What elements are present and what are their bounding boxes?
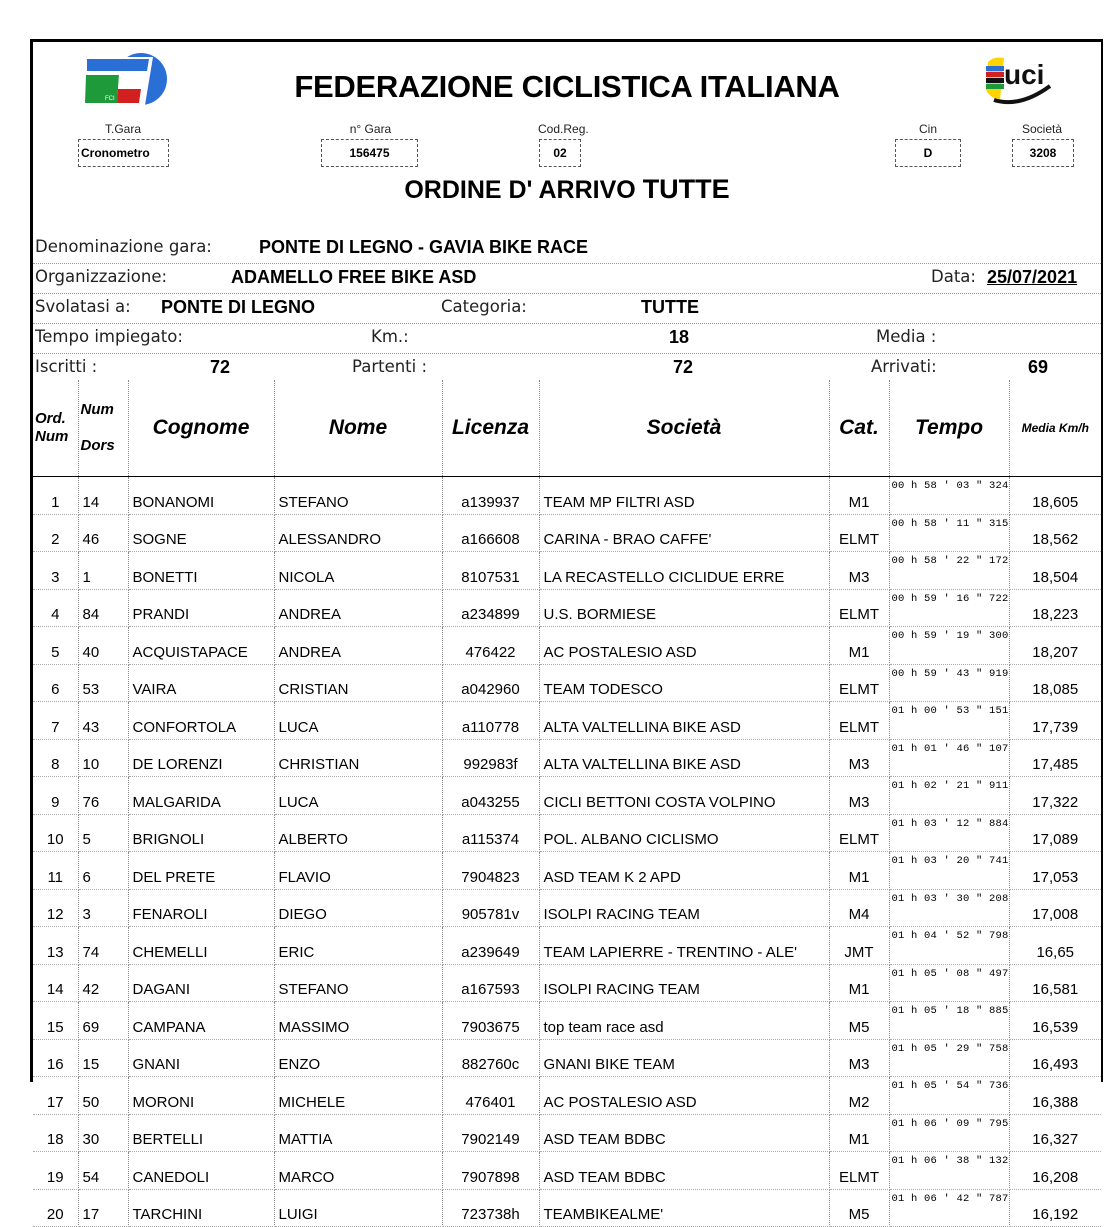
table-row	[33, 777, 1101, 815]
cell-nome: MICHELE	[274, 1077, 442, 1115]
svolatasi-value: PONTE DI LEGNO	[161, 297, 316, 317]
cell-cat: M1	[829, 964, 889, 1002]
cell-num: 74	[78, 927, 128, 965]
cell-tempo: 01 h 00 ' 53 " 151	[889, 702, 1009, 740]
cell-tempo: 01 h 05 ' 18 " 885	[889, 1002, 1009, 1040]
cell-nome: LUCA	[274, 777, 442, 815]
cell-nome: ALBERTO	[274, 814, 442, 852]
cell-num: 84	[78, 589, 128, 627]
cell-num: 3	[78, 889, 128, 927]
cell-tempo: 00 h 58 ' 22 " 172	[889, 552, 1009, 590]
cell-ord: 10	[33, 814, 78, 852]
cell-licenza: 723738h	[442, 1189, 539, 1227]
table-row	[33, 514, 1101, 552]
cell-societa: ISOLPI RACING TEAM	[539, 964, 829, 1002]
cell-licenza: 992983f	[442, 739, 539, 777]
cell-num: 76	[78, 777, 128, 815]
table-row	[33, 589, 1101, 627]
table-row	[33, 627, 1101, 665]
cell-licenza: a167593	[442, 964, 539, 1002]
cell-ord: 6	[33, 664, 78, 702]
cell-cat: M5	[829, 1002, 889, 1040]
organizzazione-label: Organizzazione:	[35, 267, 168, 286]
cell-media: 16,327	[1009, 1114, 1101, 1152]
cell-media: 18,605	[1009, 477, 1101, 515]
cell-licenza: 7904823	[442, 852, 539, 890]
cell-cat: M1	[829, 477, 889, 515]
cell-tempo: 01 h 05 ' 29 " 758	[889, 1039, 1009, 1077]
cell-ord: 5	[33, 627, 78, 665]
cell-ord: 15	[33, 1002, 78, 1040]
cell-tempo: 01 h 05 ' 54 " 736	[889, 1077, 1009, 1115]
cell-cognome: TARCHINI	[128, 1189, 274, 1227]
table-row	[33, 1039, 1101, 1077]
categoria-label: Categoria:	[441, 297, 527, 316]
cell-num: 17	[78, 1189, 128, 1227]
cell-cognome: VAIRA	[128, 664, 274, 702]
cell-media: 17,739	[1009, 702, 1101, 740]
cell-num: 42	[78, 964, 128, 1002]
cell-media: 18,223	[1009, 589, 1101, 627]
cell-media: 16,539	[1009, 1002, 1101, 1040]
cell-cognome: BONANOMI	[128, 477, 274, 515]
cin-value: D	[895, 139, 961, 167]
cin-label: Cin	[918, 122, 937, 136]
cell-ord: 4	[33, 589, 78, 627]
cell-tempo: 01 h 04 ' 52 " 798	[889, 927, 1009, 965]
cell-ord: 12	[33, 889, 78, 927]
ngara-value: 156475	[321, 139, 418, 167]
cell-num: 40	[78, 627, 128, 665]
cell-ord: 11	[33, 852, 78, 890]
table-row	[33, 1077, 1101, 1115]
cell-ord: 16	[33, 1039, 78, 1077]
cell-media: 17,053	[1009, 852, 1101, 890]
cell-nome: ANDREA	[274, 627, 442, 665]
table-row	[33, 927, 1101, 965]
cell-num: 50	[78, 1077, 128, 1115]
cell-cat: ELMT	[829, 1152, 889, 1190]
cell-societa: AC POSTALESIO ASD	[539, 627, 829, 665]
cell-cognome: DAGANI	[128, 964, 274, 1002]
cell-cat: ELMT	[829, 514, 889, 552]
cell-cognome: ACQUISTAPACE	[128, 627, 274, 665]
cell-cognome: CAMPANA	[128, 1002, 274, 1040]
table-row	[33, 852, 1101, 890]
cell-licenza: a234899	[442, 589, 539, 627]
cell-licenza: 905781v	[442, 889, 539, 927]
cell-licenza: a043255	[442, 777, 539, 815]
cell-cat: ELMT	[829, 589, 889, 627]
cell-cognome: CONFORTOLA	[128, 702, 274, 740]
tgara-value: Cronometro	[78, 139, 169, 167]
cell-societa: top team race asd	[539, 1002, 829, 1040]
partenti-value: 72	[673, 357, 694, 377]
cell-cognome: MORONI	[128, 1077, 274, 1115]
cell-nome: ALESSANDRO	[274, 514, 442, 552]
arrivati-value: 69	[1028, 357, 1049, 377]
data-value: 25/07/2021	[987, 267, 1078, 287]
info-row-organizzazione	[33, 263, 1101, 294]
arrivati-label: Arrivati:	[871, 357, 937, 376]
cell-cognome: DEL PRETE	[128, 852, 274, 890]
cell-nome: DIEGO	[274, 889, 442, 927]
cell-cat: JMT	[829, 927, 889, 965]
cell-societa: TEAM LAPIERRE - TRENTINO - ALE'	[539, 927, 829, 965]
iscritti-label: Iscritti :	[35, 357, 98, 376]
col-header-num	[78, 380, 128, 477]
cell-societa: AC POSTALESIO ASD	[539, 1077, 829, 1115]
cell-num: 30	[78, 1114, 128, 1152]
cell-media: 17,008	[1009, 889, 1101, 927]
km-label: Km.:	[371, 327, 409, 346]
cell-tempo: 00 h 58 ' 03 " 324	[889, 477, 1009, 515]
cell-media: 18,207	[1009, 627, 1101, 665]
cell-num: 15	[78, 1039, 128, 1077]
table-row	[33, 1002, 1101, 1040]
cell-num: 1	[78, 552, 128, 590]
cell-nome: LUCA	[274, 702, 442, 740]
cell-licenza: 8107531	[442, 552, 539, 590]
cell-nome: MATTIA	[274, 1114, 442, 1152]
partenti-label: Partenti :	[352, 357, 428, 376]
uci-logo	[980, 52, 1060, 108]
table-row	[33, 664, 1101, 702]
cell-tempo: 01 h 06 ' 42 " 787	[889, 1189, 1009, 1227]
cell-cognome: GNANI	[128, 1039, 274, 1077]
cell-licenza: a110778	[442, 702, 539, 740]
cell-licenza: a166608	[442, 514, 539, 552]
cell-cognome: SOGNE	[128, 514, 274, 552]
cell-cognome: CANEDOLI	[128, 1152, 274, 1190]
cell-ord: 8	[33, 739, 78, 777]
info-row-denominazione	[33, 233, 1101, 264]
cell-cat: ELMT	[829, 814, 889, 852]
cell-cognome: MALGARIDA	[128, 777, 274, 815]
cell-societa: TEAM MP FILTRI ASD	[539, 477, 829, 515]
cell-cat: M3	[829, 552, 889, 590]
cell-cognome: BERTELLI	[128, 1114, 274, 1152]
cell-societa: LA RECASTELLO CICLIDUE ERRE	[539, 552, 829, 590]
cell-ord: 13	[33, 927, 78, 965]
cell-cognome: BONETTI	[128, 552, 274, 590]
cell-nome: LUIGI	[274, 1189, 442, 1227]
cell-licenza: 7907898	[442, 1152, 539, 1190]
cell-media: 16,581	[1009, 964, 1101, 1002]
page-title: FEDERAZIONE CICLISTICA ITALIANA	[294, 69, 840, 104]
categoria-value: TUTTE	[641, 297, 699, 317]
cell-ord: 19	[33, 1152, 78, 1190]
cell-media: 18,562	[1009, 514, 1101, 552]
info-row-svolatasi	[33, 293, 1101, 324]
cell-cat: M3	[829, 1039, 889, 1077]
denominazione-label: Denominazione gara:	[35, 237, 212, 256]
cell-num: 43	[78, 702, 128, 740]
col-header-licenza: Licenza	[442, 380, 539, 477]
cell-cat: M1	[829, 627, 889, 665]
cell-tempo: 01 h 01 ' 46 " 107	[889, 739, 1009, 777]
tempo-label: Tempo impiegato:	[35, 327, 183, 346]
cell-media: 17,485	[1009, 739, 1101, 777]
cell-societa: ALTA VALTELLINA BIKE ASD	[539, 702, 829, 740]
cell-nome: CRISTIAN	[274, 664, 442, 702]
media-label: Media :	[876, 327, 937, 346]
cell-media: 17,089	[1009, 814, 1101, 852]
cell-cognome: DE LORENZI	[128, 739, 274, 777]
col-header-ord	[33, 380, 78, 477]
cell-nome: CHRISTIAN	[274, 739, 442, 777]
codreg-value: 02	[539, 139, 581, 167]
iscritti-value: 72	[210, 357, 231, 377]
cell-ord: 17	[33, 1077, 78, 1115]
cell-societa: ISOLPI RACING TEAM	[539, 889, 829, 927]
cell-num: 5	[78, 814, 128, 852]
cell-nome: STEFANO	[274, 964, 442, 1002]
cell-licenza: 476422	[442, 627, 539, 665]
cell-nome: NICOLA	[274, 552, 442, 590]
col-header-ord-line2: Num	[35, 428, 69, 445]
societa-label: Società	[1021, 122, 1063, 136]
table-row	[33, 552, 1101, 590]
cell-cat: M5	[829, 1189, 889, 1227]
cell-societa: TEAMBIKEALME'	[539, 1189, 829, 1227]
cell-licenza: 476401	[442, 1077, 539, 1115]
svg-text:FCI: FCI	[105, 96, 115, 102]
cell-nome: MASSIMO	[274, 1002, 442, 1040]
cell-media: 16,192	[1009, 1189, 1101, 1227]
col-header-num-line2: Dors	[80, 437, 115, 454]
cell-nome: STEFANO	[274, 477, 442, 515]
cell-cognome: PRANDI	[128, 589, 274, 627]
cell-media: 16,208	[1009, 1152, 1101, 1190]
svg-text:uci: uci	[1004, 59, 1045, 90]
cell-tempo: 00 h 58 ' 11 " 315	[889, 514, 1009, 552]
societa-value: 3208	[1012, 139, 1074, 167]
cell-media: 17,322	[1009, 777, 1101, 815]
cell-num: 10	[78, 739, 128, 777]
data-label: Data:	[931, 267, 976, 286]
cell-nome: ANDREA	[274, 589, 442, 627]
cell-societa: GNANI BIKE TEAM	[539, 1039, 829, 1077]
table-row	[33, 964, 1101, 1002]
ngara-label: n° Gara	[349, 122, 392, 136]
col-header-cognome: Cognome	[128, 380, 274, 477]
cell-ord: 3	[33, 552, 78, 590]
table-row	[33, 702, 1101, 740]
cell-num: 6	[78, 852, 128, 890]
codreg-label: Cod.Reg.	[538, 122, 589, 136]
cell-tempo: 00 h 59 ' 16 " 722	[889, 589, 1009, 627]
cell-societa: CARINA - BRAO CAFFE'	[539, 514, 829, 552]
cell-media: 16,65	[1009, 927, 1101, 965]
cell-cat: M1	[829, 852, 889, 890]
cell-licenza: 7902149	[442, 1114, 539, 1152]
cell-licenza: a139937	[442, 477, 539, 515]
table-row	[33, 1152, 1101, 1190]
denominazione-value: PONTE DI LEGNO - GAVIA BIKE RACE	[259, 237, 589, 257]
cell-cognome: FENAROLI	[128, 889, 274, 927]
cell-tempo: 01 h 03 ' 12 " 884	[889, 814, 1009, 852]
cell-societa: CICLI BETTONI COSTA VOLPINO	[539, 777, 829, 815]
cell-num: 14	[78, 477, 128, 515]
svolatasi-label: Svolatasi a:	[35, 297, 131, 316]
cell-tempo: 01 h 06 ' 09 " 795	[889, 1114, 1009, 1152]
cell-cognome: BRIGNOLI	[128, 814, 274, 852]
cell-num: 54	[78, 1152, 128, 1190]
table-row	[33, 889, 1101, 927]
km-value: 18	[669, 327, 690, 347]
results-table	[33, 380, 1101, 1227]
cell-ord: 9	[33, 777, 78, 815]
cell-cat: M1	[829, 1114, 889, 1152]
cell-cat: M3	[829, 739, 889, 777]
col-header-media: Media Km/h	[1009, 380, 1101, 477]
cell-nome: MARCO	[274, 1152, 442, 1190]
cell-licenza: a115374	[442, 814, 539, 852]
col-header-ord-line1: Ord.	[35, 410, 66, 427]
cell-media: 16,388	[1009, 1077, 1101, 1115]
cell-societa: TEAM TODESCO	[539, 664, 829, 702]
cell-societa: ASD TEAM K 2 APD	[539, 852, 829, 890]
cell-ord: 2	[33, 514, 78, 552]
tgara-label: T.Gara	[104, 122, 141, 136]
cell-tempo: 00 h 59 ' 19 " 300	[889, 627, 1009, 665]
info-row-tempo	[33, 323, 1101, 354]
cell-nome: ERIC	[274, 927, 442, 965]
cell-societa: ALTA VALTELLINA BIKE ASD	[539, 739, 829, 777]
cell-licenza: a239649	[442, 927, 539, 965]
info-row-iscritti	[33, 353, 1101, 383]
result-sheet	[30, 39, 1103, 1223]
col-header-nome: Nome	[274, 380, 442, 477]
cell-cat: M2	[829, 1077, 889, 1115]
cell-licenza: 882760c	[442, 1039, 539, 1077]
cell-num: 46	[78, 514, 128, 552]
cell-tempo: 01 h 03 ' 20 " 741	[889, 852, 1009, 890]
col-header-tempo: Tempo	[889, 380, 1009, 477]
table-row	[33, 1189, 1101, 1227]
table-header-row	[33, 380, 1101, 477]
cell-societa: ASD TEAM BDBC	[539, 1152, 829, 1190]
table-row	[33, 814, 1101, 852]
cell-media: 18,504	[1009, 552, 1101, 590]
table-row	[33, 739, 1101, 777]
subtitle-category: TUTTE	[642, 174, 730, 204]
cell-cat: ELMT	[829, 664, 889, 702]
page-subtitle	[33, 174, 1101, 205]
cell-nome: ENZO	[274, 1039, 442, 1077]
cell-ord: 14	[33, 964, 78, 1002]
col-header-num-line1: Num	[80, 401, 114, 418]
cell-societa: U.S. BORMIESE	[539, 589, 829, 627]
table-row	[33, 477, 1101, 515]
cell-nome: FLAVIO	[274, 852, 442, 890]
cell-num: 69	[78, 1002, 128, 1040]
cell-tempo: 01 h 06 ' 38 " 132	[889, 1152, 1009, 1190]
cell-tempo: 01 h 02 ' 21 " 911	[889, 777, 1009, 815]
organizzazione-value: ADAMELLO FREE BIKE ASD	[231, 267, 477, 287]
cell-num: 53	[78, 664, 128, 702]
cell-cat: M3	[829, 777, 889, 815]
cell-media: 18,085	[1009, 664, 1101, 702]
subtitle-main: ORDINE D' ARRIVO	[404, 176, 636, 204]
cell-tempo: 01 h 05 ' 08 " 497	[889, 964, 1009, 1002]
cell-ord: 18	[33, 1114, 78, 1152]
cell-licenza: a042960	[442, 664, 539, 702]
cell-ord: 7	[33, 702, 78, 740]
col-header-cat: Cat.	[829, 380, 889, 477]
cell-cat: ELMT	[829, 702, 889, 740]
cell-societa: ASD TEAM BDBC	[539, 1114, 829, 1152]
results-body	[33, 477, 1101, 1227]
cell-ord: 20	[33, 1189, 78, 1227]
col-header-societa: Società	[539, 380, 829, 477]
table-row	[33, 1114, 1101, 1152]
cell-societa: POL. ALBANO CICLISMO	[539, 814, 829, 852]
cell-licenza: 7903675	[442, 1002, 539, 1040]
cell-ord: 1	[33, 477, 78, 515]
cell-cat: M4	[829, 889, 889, 927]
cell-tempo: 00 h 59 ' 43 " 919	[889, 664, 1009, 702]
cell-cognome: CHEMELLI	[128, 927, 274, 965]
cell-tempo: 01 h 03 ' 30 " 208	[889, 889, 1009, 927]
cell-media: 16,493	[1009, 1039, 1101, 1077]
